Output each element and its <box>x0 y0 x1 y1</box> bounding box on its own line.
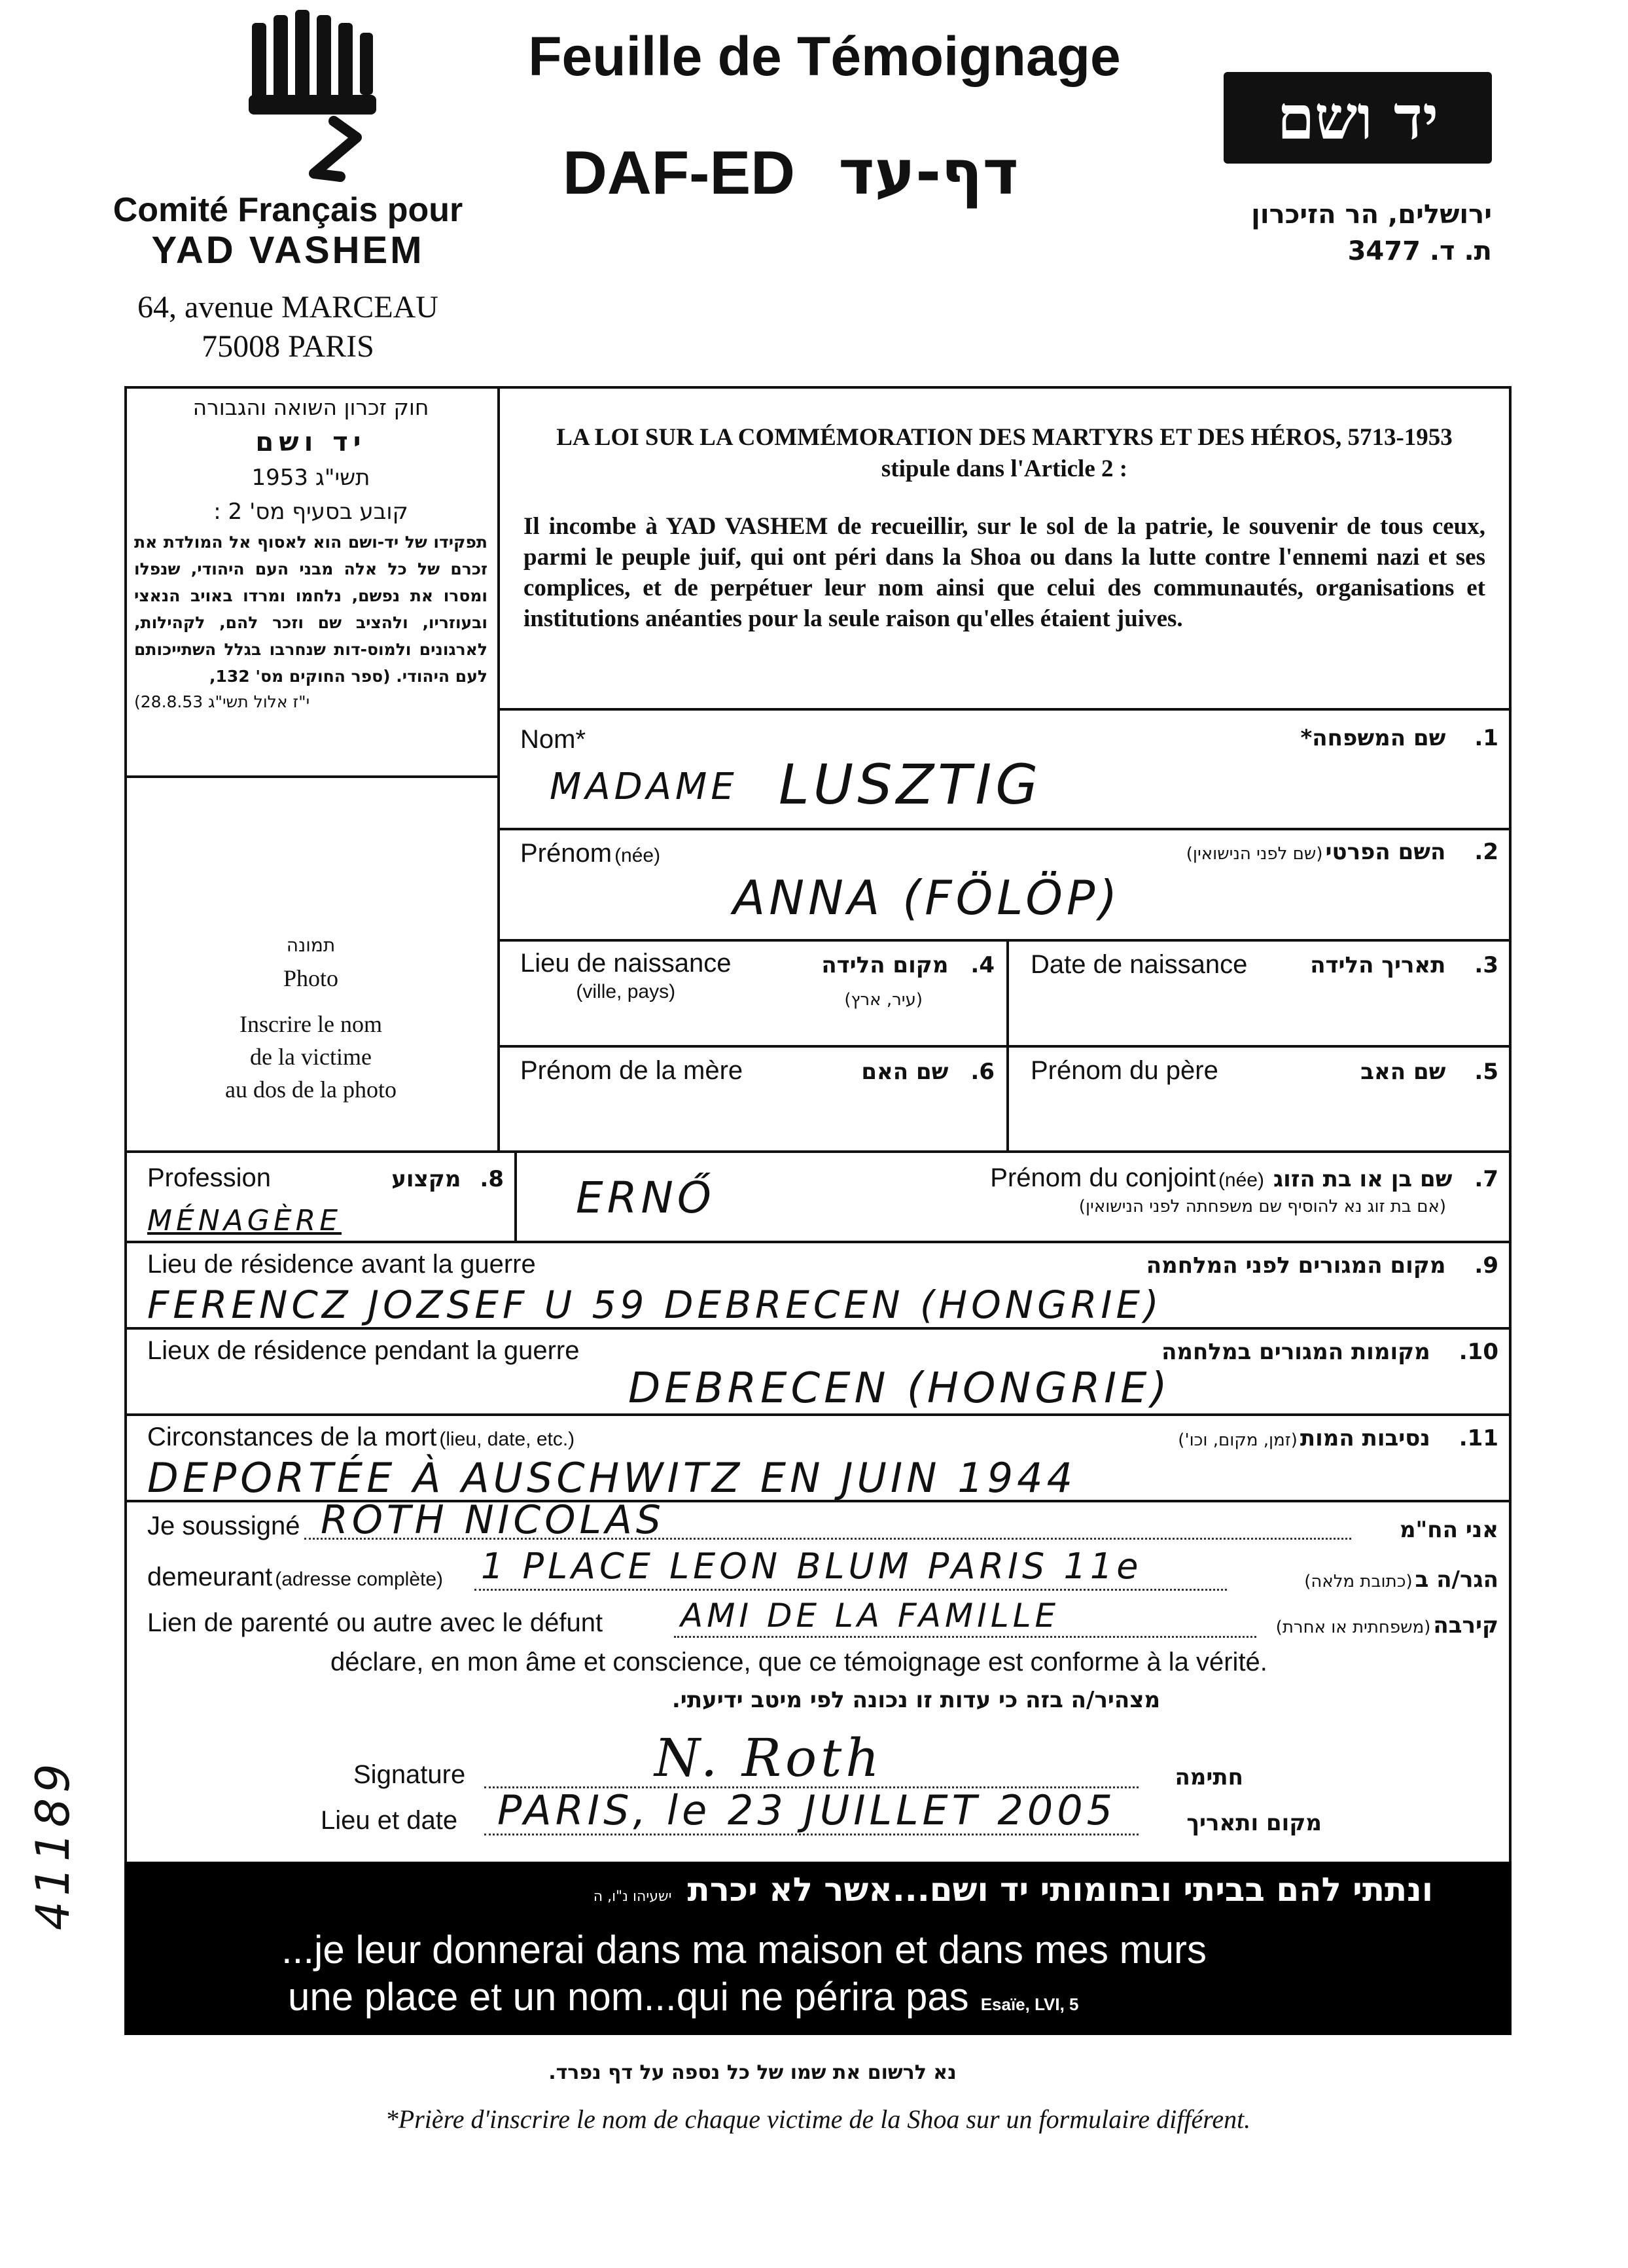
field-8-label-he <box>340 1166 504 1192</box>
field-7-number: .7 <box>1474 1166 1498 1192</box>
yad-vashem-logo <box>1224 72 1492 164</box>
divider <box>124 1241 1512 1243</box>
field-11-label-he <box>1021 1425 1498 1451</box>
field-1-value-a[interactable]: MADAME <box>550 766 738 808</box>
daf-ed-latin: DAF-ED <box>563 138 796 207</box>
field-5-label-he <box>1302 1059 1498 1085</box>
signature-value[interactable]: N. Roth <box>654 1728 883 1788</box>
footer-note-fr: *Prière d'inscrire le nom de chaque victime de la Shoa sur un formulaire différent. <box>385 2104 1251 2134</box>
demeurant-he <box>1230 1567 1498 1593</box>
field-10-label-fr: Lieux de résidence pendant la guerre <box>147 1336 580 1365</box>
field-2-fr-text: Prénom <box>520 839 612 868</box>
field-1-he-text: שם המשפחה* <box>1300 725 1446 751</box>
field-6-number: .6 <box>970 1059 995 1085</box>
law-hebrew-year: תשי"ג 1953 <box>251 465 370 491</box>
banner-french-line-2: une place et un nom...qui ne périra pas <box>288 1975 969 2019</box>
field-11-value[interactable]: DEPORTÉE À AUSCHWITZ EN JUIN 1944 <box>147 1454 1077 1502</box>
field-2-he-text: השם הפרטי <box>1325 839 1446 865</box>
lien-he <box>1263 1612 1498 1639</box>
banner-hebrew-source: ישעיהו נ"ו, ה <box>593 1888 672 1905</box>
divider <box>124 1413 1512 1416</box>
committee-line-2: YAD VASHEM <box>151 229 425 272</box>
field-2-label-he <box>982 839 1498 865</box>
field-3-he-text: תאריך הלידה <box>1310 952 1446 978</box>
divider <box>124 775 499 778</box>
committee-line-1: Comité Français pour <box>113 191 463 229</box>
lien-he-text: קירבה <box>1433 1612 1498 1639</box>
divider <box>497 386 500 1152</box>
divider <box>497 828 1512 830</box>
field-6-label-he <box>785 1059 995 1085</box>
field-4-fr-small: (ville, pays) <box>576 981 676 1002</box>
field-11-number: .11 <box>1459 1425 1498 1451</box>
field-10-label-he <box>1021 1339 1498 1365</box>
footer-note-he: נא לרשום את שמו של כל נספה על דף נפרד. <box>548 2061 957 2084</box>
divider <box>124 1327 1512 1330</box>
banner-hebrew-quote: ונתתי להם בביתי ובחומותי יד ושם...אשר לא יכרת <box>687 1871 1433 1909</box>
lieu-date-value[interactable]: PARIS, le 23 JUILLET 2005 <box>497 1786 1117 1834</box>
demeurant-he-text: הגר/ה ב <box>1415 1567 1498 1593</box>
banner-french-line-1: ...je leur donnerai dans ma maison et dans mes murs <box>281 1928 1207 1972</box>
field-8-label-fr: Profession <box>147 1163 271 1192</box>
law-hebrew-yadvashem: יד ושם <box>255 427 366 457</box>
signature-label: Signature <box>353 1760 466 1789</box>
declare-fr: déclare, en mon âme et conscience, que ce témoignage est conforme à la vérité. <box>330 1648 1267 1676</box>
law-french-title: LA LOI SUR LA COMMÉMORATION DES MARTYRS ET DES HÉROS, 5713-1953 <box>556 424 1453 451</box>
field-11-label-fr <box>147 1423 575 1452</box>
field-2-he-small: (שם לפני הנישואין) <box>1186 844 1323 864</box>
field-10-value[interactable]: DEBRECEN (HONGRIE) <box>628 1364 1171 1413</box>
photo-instruction-3: au dos de la photo <box>225 1076 397 1103</box>
divider <box>497 939 1512 942</box>
banner-hebrew <box>124 1871 1433 1909</box>
field-1-label-he <box>1112 725 1498 751</box>
law-hebrew <box>134 391 487 715</box>
committee-name <box>85 190 491 271</box>
field-1-label-fr: Nom* <box>520 725 586 754</box>
law-hebrew-date: י"ז אלול תשי"ג 28.8.53) <box>134 692 310 711</box>
signature-he: חתימה <box>1175 1764 1243 1790</box>
daf-ed-hebrew: דף-עד <box>838 137 1019 209</box>
declare-he: מצהיר/ה בזה כי עדות זו נכונה לפי מיטב ידיעתי. <box>671 1687 1161 1713</box>
law-hebrew-body: תפקידו של יד-ושם הוא לאסוף אל המולדת את זכרם של כל אלה מבני העם היהודי, שנפלו ומסרו את נפשם, נלחמו ומרדו באויב הנאצי ובעוזריו, ולהציב שם וזכר להם, לקהילות, לארגונים ולמוס-דות שנחרבו בגלל השתייכותם לעם היהודי. (ספר החוקים מס' 132, <box>134 533 487 686</box>
committee-address <box>85 288 491 366</box>
law-french-subtitle: stipule dans l'Article 2 : <box>881 455 1128 482</box>
field-4-label-fr <box>520 949 731 1006</box>
field-9-label-he <box>982 1252 1498 1279</box>
field-2-number: .2 <box>1474 839 1498 865</box>
field-4-label-he <box>746 950 995 1015</box>
field-9-label-fr: Lieu de résidence avant la guerre <box>147 1250 536 1279</box>
field-4-he-text: מקום הלידה <box>821 952 949 978</box>
field-11-he-text: נסיבות המות <box>1300 1425 1430 1451</box>
field-7-label <box>890 1163 1498 1216</box>
field-7-value[interactable]: ERNŐ <box>576 1173 715 1223</box>
lieu-date-he: מקום ותאריך <box>1186 1810 1322 1836</box>
law-french-body: Il incombe à YAD VASHEM de recueillir, sur le sol de la patrie, le souvenir de tous ceux, parmi le peuple juif, qui ont péri dans la Shoa ou dans la lutte contre l'ennemi nazi et ses complices, et de perpétuer leur nom ainsi que celui des communautés, organisations et institutions anéanties pour la seule raison qu'elles étaient juives. <box>523 513 1485 632</box>
field-5-number: .5 <box>1474 1059 1498 1085</box>
jerusalem-line-2: ת. ד. 3477 <box>1347 236 1492 266</box>
address-line-2: 75008 PARIS <box>202 329 374 364</box>
page-title: Feuille de Témoignage <box>528 26 1121 87</box>
field-11-fr-small: (lieu, date, etc.) <box>439 1428 575 1450</box>
soussigne-value[interactable]: ROTH NICOLAS <box>321 1497 665 1543</box>
lien-label: Lien de parenté ou autre avec le défunt <box>147 1608 603 1637</box>
yad-vashem-emblem-icon <box>236 10 386 183</box>
photo-instruction-1: Inscrire le nom <box>239 1011 382 1037</box>
divider <box>514 1150 517 1242</box>
demeurant-line <box>474 1589 1227 1591</box>
field-7-fr-text: Prénom du conjoint <box>990 1163 1216 1192</box>
field-9-number: .9 <box>1474 1252 1498 1279</box>
field-6-he-text: שם האם <box>861 1059 949 1085</box>
demeurant-label <box>147 1563 443 1592</box>
field-10-he-text: מקומות המגורים במלחמה <box>1161 1339 1430 1365</box>
side-number: 41189 <box>26 1758 80 1930</box>
field-7-he-small: (אם בת זוג נא להוסיף שם משפחתה לפני הנישואין) <box>1078 1197 1446 1216</box>
field-2-fr-small: (née) <box>614 845 661 866</box>
field-7-he-text: שם בן או בת הזוג <box>1273 1166 1453 1192</box>
photo-instruction-2: de la victime <box>250 1044 372 1070</box>
logo-text: יד ושם <box>1277 82 1439 153</box>
field-8-he-text: מקצוע <box>391 1166 461 1192</box>
field-2-label-fr <box>520 839 660 868</box>
divider <box>497 1045 1512 1048</box>
photo-label-fr: Photo <box>283 965 339 991</box>
address-line-1: 64, avenue MARCEAU <box>137 290 438 325</box>
soussigne-label: Je soussigné <box>147 1512 300 1540</box>
demeurant-fr-text: demeurant <box>147 1563 273 1591</box>
field-10-number: .10 <box>1459 1339 1498 1365</box>
soussigne-he: אני הח"מ <box>1399 1517 1498 1543</box>
field-7-fr-small: (née) <box>1218 1169 1264 1191</box>
field-3-number: .3 <box>1474 952 1498 978</box>
field-3-label-he <box>1243 952 1498 978</box>
law-french <box>523 422 1485 634</box>
field-4-fr-text: Lieu de naissance <box>520 949 732 978</box>
field-9-he-text: מקום המגורים לפני המלחמה <box>1146 1252 1446 1279</box>
field-8-number: .8 <box>480 1166 504 1192</box>
banner-french-line-2-wrap <box>288 1974 1079 2019</box>
field-5-he-text: שם האב <box>1360 1059 1446 1085</box>
field-1-number: .1 <box>1474 725 1498 751</box>
demeurant-he-small: (כתובת מלאה) <box>1304 1572 1413 1591</box>
divider <box>497 708 1512 711</box>
lieu-date-label: Lieu et date <box>321 1806 458 1835</box>
field-3-label-fr: Date de naissance <box>1031 950 1248 979</box>
demeurant-value[interactable]: 1 PLACE LEON BLUM PARIS 11e <box>481 1546 1142 1587</box>
field-4-number: .4 <box>970 952 995 978</box>
photo-label-he: תמונה <box>286 934 336 956</box>
demeurant-fr-small: (adresse complète) <box>275 1568 444 1590</box>
jerusalem-line-1: ירושלים, הר הזיכרון <box>1251 200 1492 230</box>
law-hebrew-clause: קובע בסעיף מס' 2 : <box>213 499 408 525</box>
jerusalem-address <box>1165 196 1492 270</box>
divider <box>1006 939 1009 1152</box>
field-11-he-small: (זמן, מקום, וכו') <box>1178 1430 1298 1450</box>
daf-ed-title <box>563 137 1152 209</box>
banner-french-source: Esaïe, LVI, 5 <box>980 1994 1079 2014</box>
lieu-date-line <box>484 1834 1139 1835</box>
field-1-value-b[interactable]: LUSZTIG <box>779 753 1042 817</box>
lien-value[interactable]: AMI DE LA FAMILLE <box>681 1597 1060 1635</box>
photo-box <box>131 929 491 1106</box>
field-8-value[interactable]: MÉNAGÈRE <box>147 1204 342 1237</box>
lien-line <box>674 1636 1256 1638</box>
field-11-fr-text: Circonstances de la mort <box>147 1423 437 1451</box>
soussigne-line <box>304 1538 1351 1540</box>
divider <box>124 1150 1512 1153</box>
field-4-he-small: (עיר, ארץ) <box>844 990 923 1010</box>
quote-banner <box>124 1862 1512 2035</box>
law-hebrew-title: חוק זכרון השואה והגבורה <box>192 395 429 420</box>
field-2-value[interactable]: ANNA (FÖLÖP) <box>733 870 1122 925</box>
field-9-value[interactable]: FERENCZ JOZSEF U 59 DEBRECEN (HONGRIE) <box>147 1283 1163 1327</box>
field-5-label-fr: Prénom du père <box>1031 1056 1218 1085</box>
field-6-label-fr: Prénom de la mère <box>520 1056 743 1085</box>
lien-he-small: (משפחתית או אחרת) <box>1275 1618 1431 1637</box>
